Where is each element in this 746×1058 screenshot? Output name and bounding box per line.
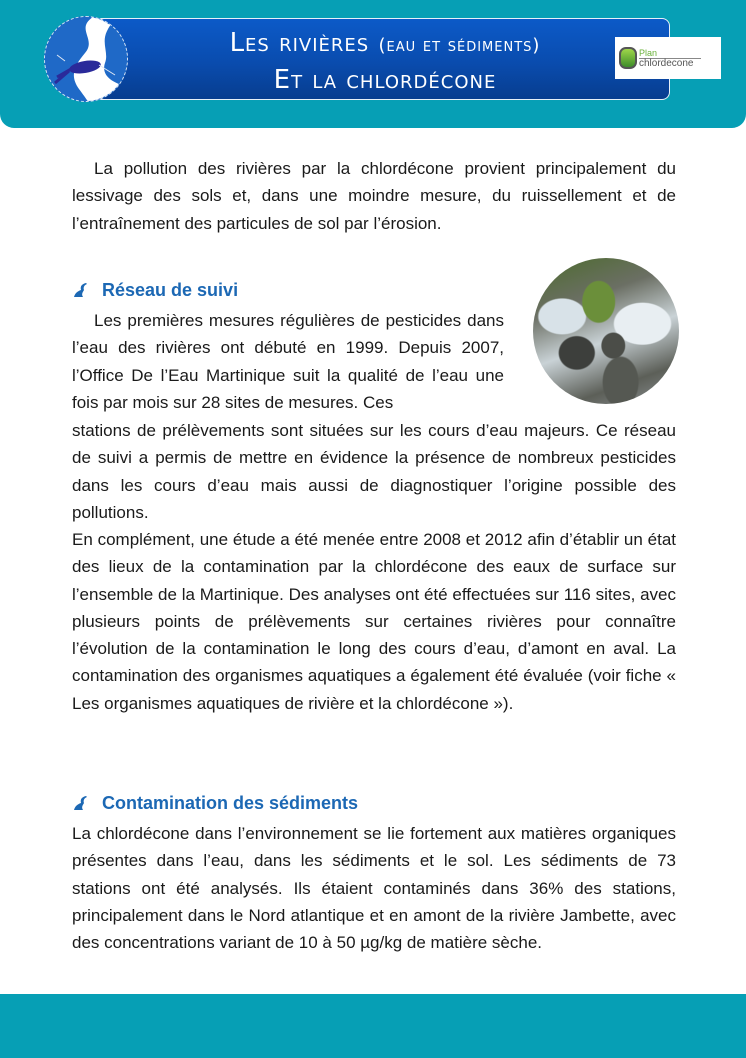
logo-e-icon bbox=[619, 47, 637, 69]
section-title-text: Contamination des sédiments bbox=[102, 793, 359, 813]
river-photo bbox=[533, 258, 679, 404]
logo-plan-text: Plan bbox=[639, 48, 701, 59]
section-bullet-icon bbox=[72, 795, 90, 813]
crayfish-river-emblem-icon bbox=[44, 16, 128, 102]
logo-chlordecone-text: chlordecone bbox=[639, 57, 694, 69]
plan-chlordecone-logo bbox=[615, 37, 721, 79]
page-title bbox=[135, 26, 635, 97]
section-title-reseau bbox=[72, 280, 238, 301]
sediments-paragraph: La chlordécone dans l’environnement se lie fortement aux matières organiques présentes dans l’eau, dans les sédiments et le sol. Les sédiments de 73 stations ont été analysés. Ils étaient contaminés dans 36% des stations, principalement dans le Nord atlantique et en amont de la rivière Jambette, avec des concentrations variant de 10 à 50 µg/kg de matière sèche. bbox=[72, 824, 676, 953]
footer-band bbox=[0, 994, 746, 1058]
title-line-2: Et la chlordécone bbox=[273, 65, 497, 95]
reseau-paragraph-2: stations de prélèvements sont situées sur les cours d’eau majeurs. Ce réseau de suivi a permis de mettre en évidence la présence de nombreux pesticides dans les cours d’eau mais aussi de diagnostiquer l’origine possible des pollutions. bbox=[72, 421, 676, 522]
section-bullet-icon bbox=[72, 282, 90, 300]
reseau-paragraph-1: Les premières mesures régulières de pesticides dans l’eau des rivières ont débuté en 1999. Depuis 2007, l’Office De l’Eau Martinique suit la qualité de l’eau une fois par mois sur 28 sites de mesures. Ces bbox=[72, 311, 504, 412]
intro-paragraph: La pollution des rivières par la chlordécone provient principalement du lessivage des sols et, dans une moindre mesure, du ruissellement et de l’entraînement des particules de sol par l’érosion. bbox=[72, 159, 676, 233]
complement-paragraph: En complément, une étude a été menée entre 2008 et 2012 afin d’établir un état des lieux de la contamination par la chlordécone des eaux de surface sur l’ensemble de la Martinique. Des analyses ont été effectuées sur 116 sites, avec plusieurs points de prélèvements sur certaines rivières pour connaître l’évolution de la contamination le long des cours d’eau, d’amont en aval. La contamination des organismes aquatiques a également été évaluée (voir fiche « Les organismes aquatiques de rivière et la chlordécone »). bbox=[72, 530, 676, 713]
section-title-sediments bbox=[72, 793, 358, 814]
section-title-text: Réseau de suivi bbox=[102, 280, 239, 300]
title-subtitle: (eau et sédiments) bbox=[378, 35, 541, 56]
title-main: Les rivières bbox=[229, 28, 370, 58]
